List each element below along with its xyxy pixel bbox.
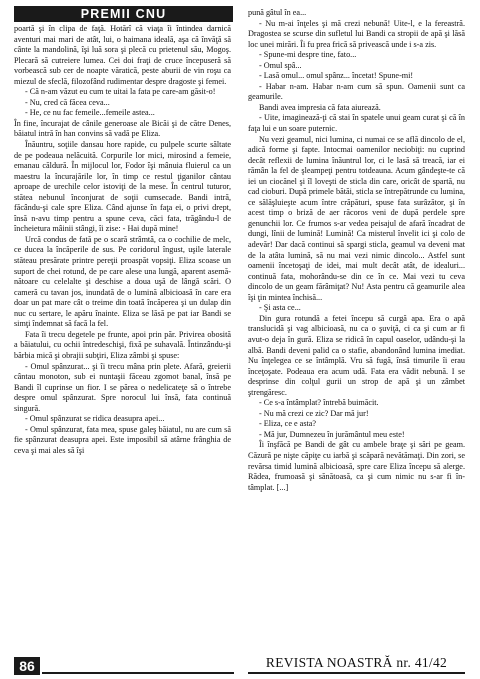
paragraph: Nu vezi geamul, nici lumina, ci numai ce se află dincolo de el, adică forme şi fapte. Intocmai oamenilor neciobiţi: nu cuprind decât reflexii de lumina înăuntrul lor, ci le lasă să treacă, iar ei rămân la fel de şleampeţi pentru totdeauna. Acum gândeşte-te că iei un ciocănel şi îl loveşti de sticla din care, oricât de spartă, nu cad cioburi. După primele bătăi, sticla se întrepătrunde cu lumina, ce sălăşluieşte acum între crăpături, spuse fata surâzător, şi în acest timp o briză de aer răcoros veni de după perdele spre genunchii lor. Ce frumos s-ar vedea peisajul de afară încadrat de dungi, lînii de lumină! Lumină! Ca misterul învelit ici şi colo de adevăr! Dar dacă continui să spargi sticla, geamul va deveni mat de la atâta lumină, să nu mai vezi nimic dincolo... Astfel sunt oamenii încetoşaţi de idei, mai mult decât atât, de idealuri... continuă fata, mohorându-se din ce în ce. Mai vezi tu ceva dincolo de un geam fărâmiţat? Nu! Asta pentru că geamurile alea îşi ţin mintea închisă...	[248, 134, 465, 302]
paragraph: - Uite, imaginează-ţi că stai în spatele unui geam curat şi că în faţa lui e un soare puternic.	[248, 113, 465, 134]
page-number: 86	[14, 657, 40, 675]
footer-rule-right	[248, 672, 465, 674]
magazine-issue: REVISTA NOASTRĂ nr. 41/42	[265, 655, 448, 670]
paragraph: - Spune-mi despre tine, fato...	[259, 50, 357, 60]
footer-rule-left	[42, 672, 234, 674]
paragraph: Înăuntru, soţiile dansau hore rapide, cu pulpele scurte săltate de pe podeaua nelăcuită. Corpurile lor mici, mirosind a femeie, emanau căldură. În mijlocul lor, Fodor îşi mânuia fluierul ca un maestru la încurajările lor, în timp ce restul ţiganilor cântau aproape de urechile celor istoviţi de la mese. În centrul tuturor, stătea nebunul înconjurat de soţii cumsecade. Bandi intră, făcându-şi cale spre Eliza. Când ajunse în faţa ei, o privi drept, însă n-avu timp pentru a spune ceva, căci fata, trăgându-l de încheietura mâinii stângi, îi zise: - Hai după mine!	[14, 140, 231, 234]
paragraph: pună gâtul în ea...	[248, 8, 307, 17]
paragraph: - Nu m-ai înţeles şi mă crezi nebună! Uite-l, e la fereastră. Dragostea se scurse din sufletul lui Bandi ca stropii de apă şi lăsă loc unei mirări. Îi fu prea frică să privească unde i s-a zis.	[248, 18, 465, 49]
paragraph: Urcă condus de fată pe o scară strâmtă, ca o cochilie de melc, ce ducea la încăperile de sus. Pe coridorul îngust, uşile laterale stăteau presărate printre pereţii proaspăt vopsiţi. Eliza scoase un suport de chei rotund, de pe care alese una lungă, aparent asemănătoare cu celelalte şi deschise a doua uşă de lângă scări. O cameră cu tavan jos, inundată de o lumină albicioasă în care era doar un pat mare cât o treime din toată încăperea şi un dulap din nuc cu sertare, le apăru înainte. Eliza se lăsă pe pat iar Bandi se simţi îndemnat să facă la fel.	[14, 234, 231, 329]
left-text-column	[14, 24, 231, 654]
paragraph: În fine, încurajat de cânile generoase ale Bicăi şi de către Denes, băiatul intră în han convins să vadă pe Eliza.	[14, 118, 231, 139]
paragraph: - Că n-am văzut eu cum te uitai la fata pe care-am găsit-o!	[25, 87, 216, 97]
paragraph: - Omul spâ...	[259, 60, 302, 70]
paragraph: - Mă jur, Dumnezeu în jurământul meu este!	[259, 429, 405, 439]
paragraph: - Eliza, ce e asta?	[259, 419, 317, 429]
paragraph: - He, ce nu fac femeile...femeile astea...	[25, 108, 155, 118]
paragraph: - Ce s-a întâmplat? întrebă buimăcit.	[259, 398, 379, 408]
paragraph: - Lasă omul... omul spânz... încetat! Spune-mi!	[259, 71, 414, 81]
section-header: PREMII CNU	[14, 6, 233, 22]
paragraph: - Omul spânzurat se ridica deasupra apei...	[25, 414, 165, 424]
paragraph: Din gura rotundă a fetei începu să curgă apa. Era o apă translucidă şi vag albicioasă, nu ca o şuviţă, ci ca şi cum ar fi avut-o deja în gură. Eliza se ridică în capul oaselor, udându-şi la albă. Bandi deveni palid ca o stafie, abandonând lumina imediat. Nu înţelegea ce se întâmplă. Vru să fugă, însă timurile îi erau înceţoşate. Podeaua era acum udă. Fata era vădit nebună. I se desprinse din colţul gurii un strop de apă şi un zâmbet ştrengăresc.	[248, 313, 465, 397]
paragraph: - Şi asta ce...	[259, 303, 301, 313]
paragraph: Fata îi trecu degetele pe frunte, apoi prin păr. Privirea obosită a băiatului, cu ochii întredeschişi, fixă pe suhavală. Întinzându-şi bărbia mică şi obrajii subţiri, Eliza zâmbi şi spuse:	[14, 329, 231, 360]
paragraph: - Nu mă crezi ce zic? Dar mă jur!	[259, 408, 369, 418]
paragraph: - Omul spânzurat... şi îi trecu mâna prin plete. Afară, greierii cântau monoton, sub ei nuntaşii făceau zgomot banal, însă pe Bandi îl cuprinse un fior. I se părea o nedelicateţe să o întrebe despre omul spânzurat. Spre norocul lui însă, fata continuă singură.	[14, 361, 231, 413]
paragraph: Bandi avea impresia că fata aiurează.	[259, 102, 381, 112]
right-text-column	[248, 8, 465, 654]
paragraph: - Omul spânzurat, fata mea, spuse galeş băiatul, nu are cum să fie spânzurat deasupra apei. Este imposibil să atârne frânghia de ceva şi mai ales să îşi	[14, 424, 231, 455]
paragraph: poartă şi în clipa de faţă. Hotărî că viaţa îi întindea darnică aventuri mai mari de atât, lui, o haimana ideală, aşa că învăţă să cânte la mandolină, îşi luă sora şi plecă cu prietenul său, Mogoş. Plecară să cutreiere lumea. Cei doi fraţi de cruce începuseră să vorbească sub cer de noapte văratică, peste aburii de vin roşu ca miezul de sfeclă, filozofând rudimentar despre dragoste şi femei.	[14, 24, 231, 86]
paragraph: - Habar n-am. Habar n-am cum să spun. Oamenii sunt ca geamurile.	[248, 81, 465, 102]
paragraph: Îi înşfăcă pe Bandi de gât cu ambele braţe şi sări pe geam. Căzură pe nişte căpiţe cu iarbă şi scăpară nevătămaţi. Din zori, se revărsa timid lumină albicioasă, spre care Eliza începu să alerge. Rădea, frumoasă şi sănătoasă, ca şi cum nimic nu s-ar fi întâmplat. [...]	[248, 440, 465, 492]
paragraph: - Nu, cred că făcea ceva...	[25, 97, 110, 107]
